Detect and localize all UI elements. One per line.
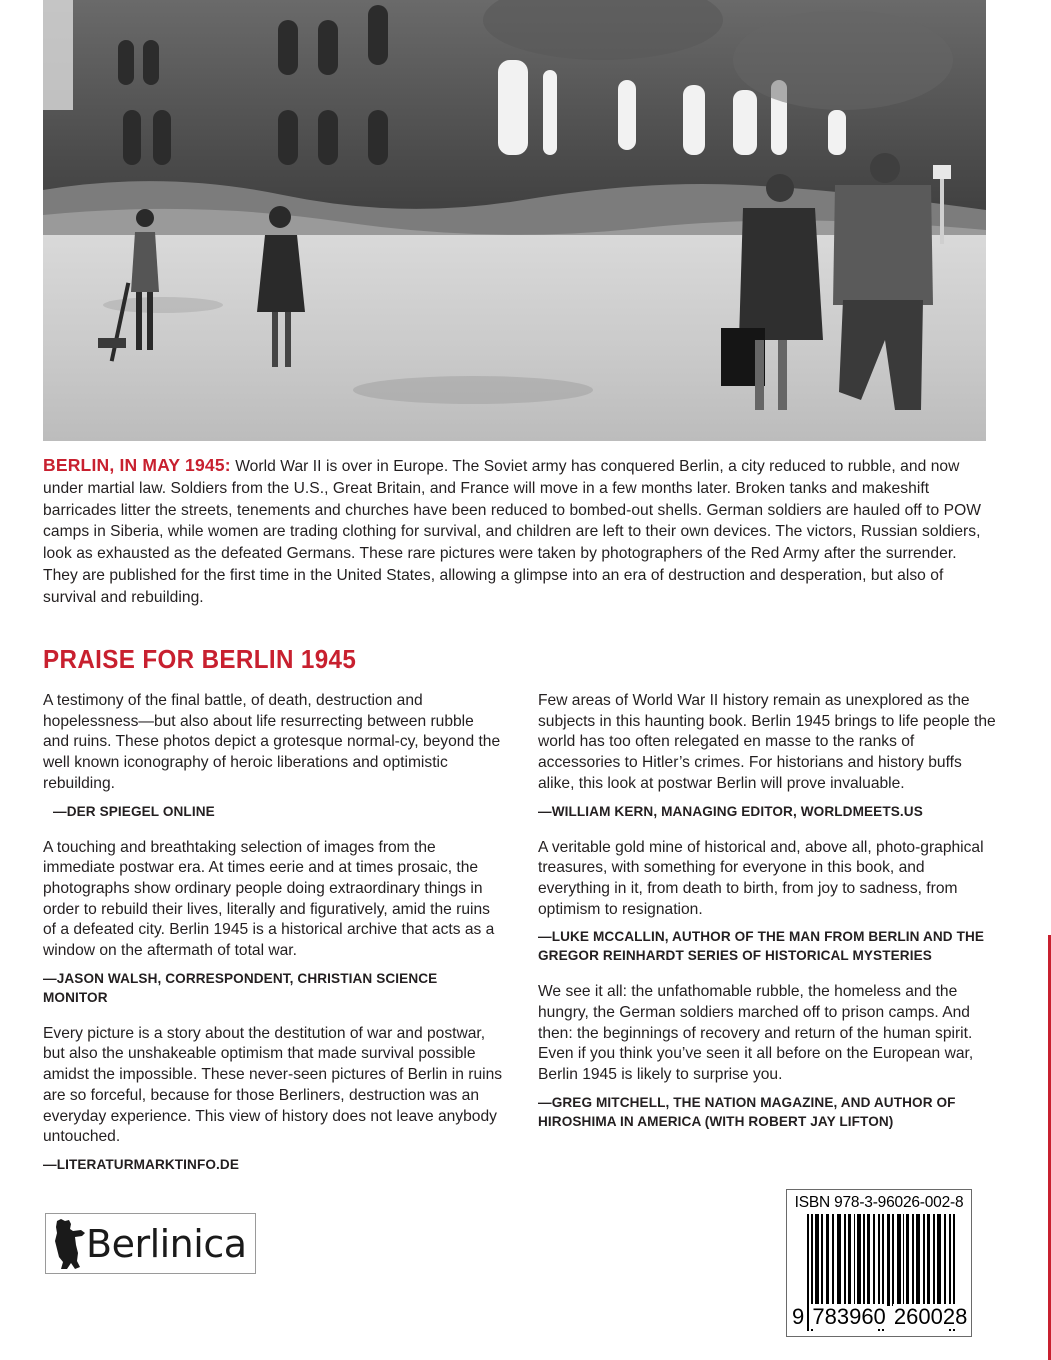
praise-quote [43,838,503,1007]
bear-icon [51,1217,89,1271]
publisher-name: Berlinica [86,1221,247,1266]
quote-text: A touching and breathtaking selection of images from the immediate postwar era. At times eerie and at times prosaic, the photographs show ordinary people doing extraordinary things in order to rebuild their lives, literally and figuratively, amid the ruins of a defeated city. Berlin 1945 is a historical archive that acts as a window on the aftermath of total war. [43,838,495,960]
praise-heading: PRAISE FOR BERLIN 1945 [43,644,357,674]
isbn-label: ISBN 978-3-96026-002-8 [794,1194,964,1211]
barcode-digits [791,1304,968,1330]
praise-quote [538,691,998,821]
quote-source: —JASON WALSH, CORRESPONDENT, CHRISTIAN SCIENCE MONITOR [43,970,438,1005]
intro-paragraph [43,455,991,609]
praise-quote [43,691,503,821]
photo-illustration [43,0,986,441]
quote-source: —LITERATURMARKTINFO.DE [43,1156,240,1172]
barcode-digits-group2: 260028 [893,1304,968,1329]
intro-lead: BERLIN, IN MAY 1945: [43,455,231,475]
quote-text: Every picture is a story about the destitution of war and postwar, but also the unshakeable optimism that made survival possible amidst the impossible. These never-seen pictures of Berlin in ruins are so forceful, because for those Berliners, destruction was an everyday experience. This view of history does not leave anybody untouched. [43,1024,503,1146]
cover-photo [43,0,986,441]
quote-text: A testimony of the final battle, of death, destruction and hopelessness—but also about life resurrecting between rubble and ruins. These photos depict a grotesque normal-cy, beyond the well known iconography of heroic liberations and optimistic rebuilding. [43,692,501,792]
quote-source: —DER SPIEGEL ONLINE [53,803,215,819]
quote-text: Few areas of World War II history remain as unexplored as the subjects in this haunting book. Berlin 1945 brings to life people the world has too often relegated en masse to the ranks of accessories to Hitler’s crimes. For historians and history buffs alike, this look at postwar Berlin will prove invaluable. [538,692,996,792]
publisher-logo [45,1213,256,1274]
barcode-digits-group1: 783960 [812,1304,886,1329]
praise-column-right [538,691,998,1148]
praise-quote [43,1024,503,1174]
praise-column-left [43,691,503,1191]
quote-source: —GREG MITCHELL, THE NATION MAGAZINE, AND AUTHOR OF HIROSHIMA IN AMERICA (WITH ROBERT JAY LIFTON) [538,1094,956,1129]
quote-source: —WILLIAM KERN, MANAGING EDITOR, WORLDMEETS.US [538,803,923,819]
praise-quote [538,982,998,1131]
quote-text: We see it all: the unfathomable rubble, the homeless and the hungry, the German soldiers marched off to prison camps. And then: the beginnings of recovery and return of the human spirit. Even if you think you’ve seen it all before on the European war, Berlin 1945 is likely to surprise you. [538,983,974,1084]
praise-quote [538,838,998,966]
barcode-digit-first: 9 [792,1304,805,1329]
quote-text: A veritable gold mine of historical and, above all, photo-graphical treasures, with something for everyone in this book, and everything in it, from death to birth, from joy to sadness, from optimism to resignation. [538,838,984,918]
isbn-barcode [786,1189,972,1337]
quote-source: —LUKE MCCALLIN, AUTHOR OF THE MAN FROM BERLIN AND THE GREGOR REINHARDT SERIES OF HISTORICAL MYSTERIES [538,929,985,964]
intro-text: World War II is over in Europe. The Soviet army has conquered Berlin, a city reduced to rubble, and now under martial law. Soldiers from the U.S., Great Britain, and France will move in a few months later. Broken tanks and makeshift barricades litter the streets, tenements and churches have been reduced to bombed-out shells. German soldiers are hauled off to POW camps in Siberia, while women are trading clothing for survival, and children are left to their own devices. The victors, Russian soldiers, look as exhausted as the defeated Germans. These rare pictures were taken by photographers of the Red Army after the surrender. They are published for the first time in the United States, allowing a glimpse into an era of destruction and desperation, but also of survival and rebuilding. [43,458,982,606]
